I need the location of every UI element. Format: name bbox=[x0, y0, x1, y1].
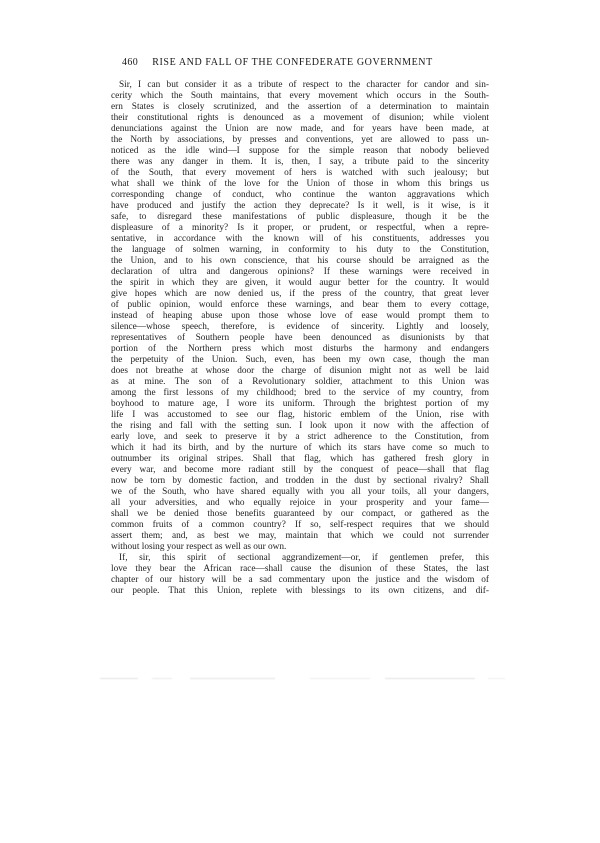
text-line: the Union, and to his own conscience, that his course should be arraigned as the bbox=[111, 256, 489, 266]
text-line: life I was accustomed to see our flag, historic emblem of the Union, rise with bbox=[111, 410, 489, 420]
text-line: love they bear the African race—shall cause the disunion of these States, the last bbox=[111, 564, 489, 574]
text-line: safe, to disregard these manifestations of public displeasure, though it be the bbox=[111, 212, 489, 222]
text-line: we of the South, who have shared equally with you all your toils, all your dangers, bbox=[111, 487, 489, 497]
text-line: now be torn by domestic faction, and trodden in the dust by sectional rivalry? Shall bbox=[111, 476, 489, 486]
text-line: every war, and become more radiant still by the conquest of peace—shall that flag bbox=[111, 465, 489, 475]
text-line: of public opinion, would enforce these warnings, and bear them to every cottage, bbox=[111, 300, 489, 310]
text-line: have produced and justify the action they deprecate? Is it well, is it wise, is it bbox=[111, 201, 489, 211]
paragraph bbox=[111, 80, 489, 553]
text-line: as at mine. The son of a Revolutionary soldier, attachment to this Union was bbox=[111, 377, 489, 387]
text-line: corresponding change of conduct, who continue the wanton aggravations which bbox=[111, 190, 489, 200]
text-line: their constitutional rights is denounced as a movement of disunion; while violent bbox=[111, 113, 489, 123]
text-line: sentative, in accordance with the known will of his constituents, addresses you bbox=[111, 234, 489, 244]
text-line: noticed as the idle wind—I suppose for the simple reason that nobody believed bbox=[111, 146, 489, 156]
text-line: representatives of Southern people have been denounced as disunionists by that bbox=[111, 333, 489, 343]
text-line: denunciations against the Union are now made, and for years have been made, at bbox=[111, 124, 489, 134]
text-line: of the South, that every movement of hers is watched with such jealousy; but bbox=[111, 168, 489, 178]
text-line: Sir, I can but consider it as a tribute of respect to the character for candor and sin- bbox=[119, 80, 489, 90]
text-line: ern States is closely scrutinized, and the assertion of a determination to maintain bbox=[111, 102, 489, 112]
text-line: the spirit in which they are given, it would augur better for the country. It would bbox=[111, 278, 489, 288]
text-line: silence—whose speech, therefore, is evidence of sincerity. Lightly and loosely, bbox=[111, 322, 489, 332]
text-line: declaration of ultra and dangerous opinions? If these warnings were received in bbox=[111, 267, 489, 277]
page-number: 460 bbox=[122, 57, 139, 68]
text-line: give hopes which are now denied us, if the press of the country, that great lever bbox=[111, 289, 489, 299]
text-line: which it had its birth, and by the nurture of which its stars have come so much to bbox=[111, 443, 489, 453]
text-line: boyhood to mature age, I wore its uniform. Through the brightest portion of my bbox=[111, 399, 489, 409]
text-line: the language of solmen warning, in conformity to his duty to the Constitution, bbox=[111, 245, 489, 255]
text-line: our people. That this Union, replete with blessings to its own citizens, and dif- bbox=[111, 586, 489, 596]
text-line: cerity which the South maintains, that every movement which occurs in the South- bbox=[111, 91, 489, 101]
text-line: assert them; and, as best we may, maintain that which we could not surrender bbox=[111, 531, 489, 541]
text-line: portion of the Northern press which most disturbs the harmony and endangers bbox=[111, 344, 489, 354]
text-line: early love, and seek to preserve it by a strict adherence to the Constitution, from bbox=[111, 432, 489, 442]
text-block bbox=[111, 57, 489, 597]
text-line: all your adversities, and who equally rejoice in your prosperity and your fame— bbox=[111, 498, 489, 508]
text-line: If, sir, this spirit of sectional aggrandizement—or, if gentlemen prefer, this bbox=[119, 553, 489, 563]
running-header bbox=[111, 57, 489, 68]
running-title: RISE AND FALL OF THE CONFEDERATE GOVERNMENT bbox=[152, 57, 433, 68]
text-line: common fruits of a common country? If so, self-respect requires that we should bbox=[111, 520, 489, 530]
text-line: does not breathe at whose door the charge of disunion might not as well be laid bbox=[111, 366, 489, 376]
text-line: shall we be denied those benefits guaranteed by our compact, or gathered as the bbox=[111, 509, 489, 519]
text-line: displeasure of a minority? Is it proper, or prudent, or respectful, when a repre- bbox=[111, 223, 489, 233]
text-line: without losing your respect as well as our own. bbox=[111, 542, 287, 552]
text-line: among the first lessons of my childhood; bred to the service of my country, from bbox=[111, 388, 489, 398]
page-body bbox=[111, 80, 489, 597]
text-line: instead of heaping abuse upon those whose love of ease would prompt them to bbox=[111, 311, 489, 321]
text-line: the rising and fall with the setting sun. I look upon it now with the affection of bbox=[111, 421, 489, 431]
text-line: outnumber its original stripes. Shall that flag, which has gathered fresh glory in bbox=[111, 454, 489, 464]
text-line: chapter of our history will be a sad commentary upon the justice and the wisdom of bbox=[111, 575, 489, 585]
scan-artifact-line bbox=[100, 677, 505, 680]
text-line: the North by associations, by presses and conventions, yet are allowed to pass un- bbox=[111, 135, 489, 145]
text-line: what shall we think of the love for the Union of those in whom this brings us bbox=[111, 179, 489, 189]
text-line: there was any danger in them. It is, then, I say, a tribute paid to the sincerity bbox=[111, 157, 489, 167]
text-line: the perpetuity of the Union. Such, even, has been my own case, though the man bbox=[111, 355, 489, 365]
paragraph bbox=[111, 553, 489, 597]
